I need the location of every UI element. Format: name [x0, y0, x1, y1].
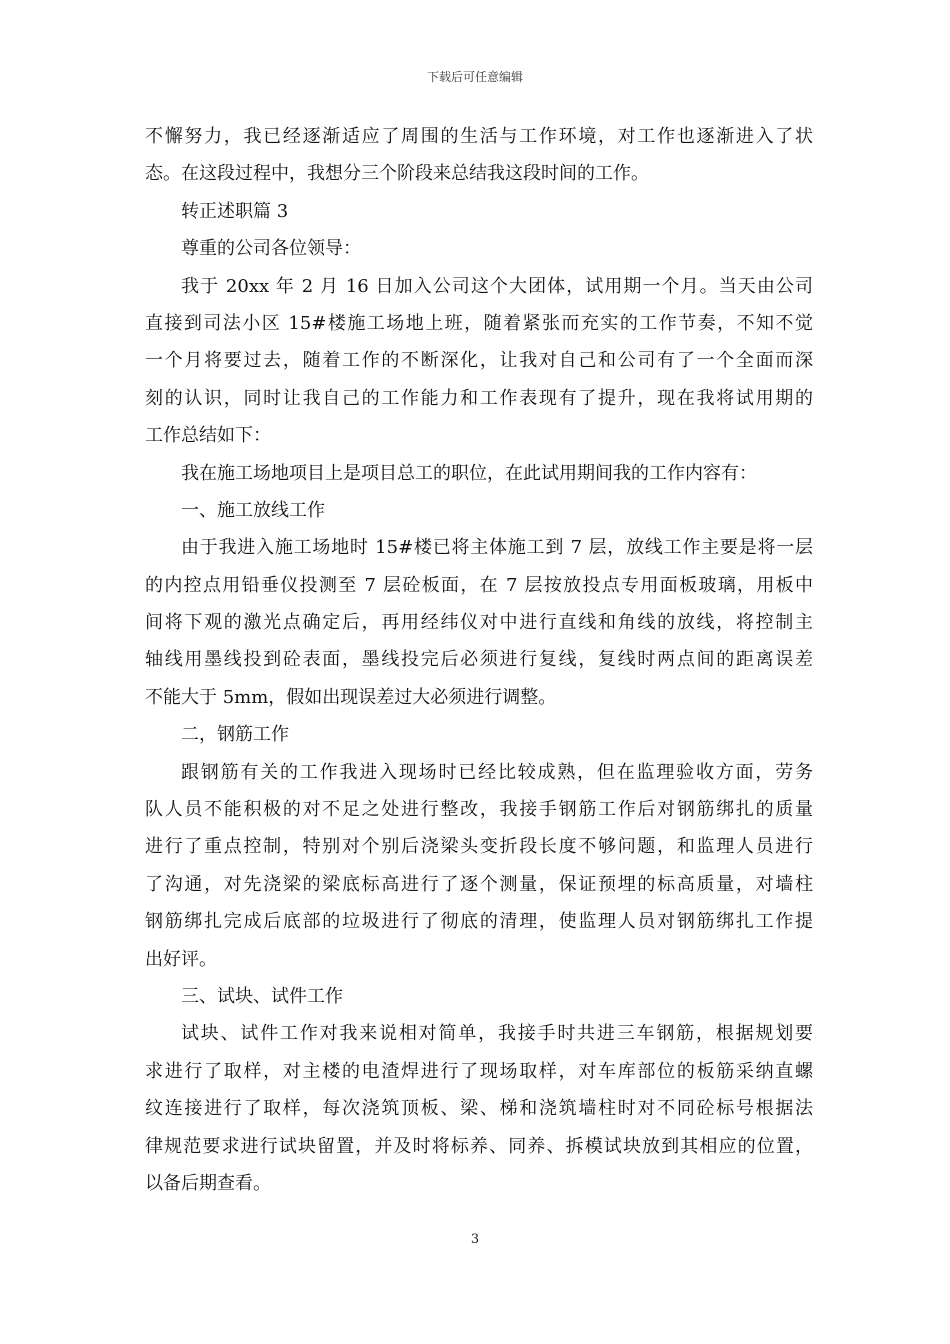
- text-line: 我在施工场地项目上是项目总工的职位，在此试用期间我的工作内容有：: [181, 462, 757, 484]
- text-line: 律规范要求进行试块留置，并及时将标养、同养、拆模试块放到其相应的位置，: [145, 1135, 813, 1157]
- text-line: 我于 20xx 年 2 月 16 日加入公司这个大团体，试用期一个月。当天由公司: [181, 275, 813, 297]
- text-line: 刻的认识，同时让我自己的工作能力和工作表现有了提升，现在我将试用期的: [145, 387, 813, 409]
- document-body: [145, 118, 813, 1202]
- page-number: 3: [470, 1232, 480, 1247]
- text-line: 进行了重点控制，特别对个别后浇梁头变折段长度不够问题，和监理人员进行: [145, 836, 813, 858]
- text-line: 求进行了取样，对主楼的电渣焊进行了现场取样，对车库部位的板筋采纳直螺: [145, 1060, 813, 1082]
- text-line: 试块、试件工作对我来说相对简单，我接手时共进三车钢筋，根据规划要: [181, 1023, 813, 1045]
- text-line: 不懈努力，我已经逐渐适应了周围的生活与工作环境，对工作也逐渐进入了状: [145, 126, 813, 147]
- text-line: 态。在这段过程中，我想分三个阶段来总结我这段时间的工作。: [145, 163, 649, 185]
- text-line: 钢筋绑扎完成后底部的垃圾进行了彻底的清理，使监理人员对钢筋绑扎工作提: [145, 911, 813, 933]
- text-line: 一个月将要过去，随着工作的不断深化，让我对自己和公司有了一个全面而深: [145, 350, 813, 372]
- text-line: 一、施工放线工作: [181, 499, 325, 521]
- text-line: 二，钢筋工作: [181, 724, 289, 746]
- text-line: 纹连接进行了取样，每次浇筑顶板、梁、梯和浇筑墙柱时对不同砼标号根据法: [145, 1098, 813, 1120]
- text-line: 三、试块、试件工作: [181, 985, 343, 1007]
- text-line: 由于我进入施工场地时 15#楼已将主体施工到 7 层，放线工作主要是将一层: [181, 537, 813, 559]
- text-line: 间将下观的激光点确定后，再用经纬仪对中进行直线和角线的放线，将控制主: [145, 612, 813, 634]
- text-line: 工作总结如下：: [145, 425, 271, 447]
- text-line: 直接到司法小区 15#楼施工场地上班，随着紧张而充实的工作节奏，不知不觉: [145, 312, 813, 334]
- text-line: 转正述职篇 3: [181, 200, 289, 222]
- text-line: 跟钢筋有关的工作我进入现场时已经比较成熟，但在监理验收方面，劳务: [181, 761, 813, 783]
- text-line: 尊重的公司各位领导：: [181, 238, 361, 260]
- page-header: 下载后可任意编辑: [426, 70, 523, 84]
- text-line: 队人员不能积极的对不足之处进行整改，我接手钢筋工作后对钢筋绑扎的质量: [145, 799, 813, 821]
- text-line: 的内控点用铅垂仪投测至 7 层砼板面，在 7 层按放投点专用面板玻璃，用板中: [145, 574, 813, 596]
- text-line: 轴线用墨线投到砼表面，墨线投完后必须进行复线，复线时两点间的距离误差: [145, 649, 813, 671]
- text-line: 出好评。: [145, 948, 217, 970]
- text-line: 了沟通，对先浇梁的梁底标高进行了逐个测量，保证预埋的标高质量，对墙柱: [145, 873, 813, 895]
- text-line: 以备后期查看。: [145, 1172, 271, 1194]
- text-line: 不能大于 5mm，假如出现误差过大必须进行调整。: [145, 686, 557, 708]
